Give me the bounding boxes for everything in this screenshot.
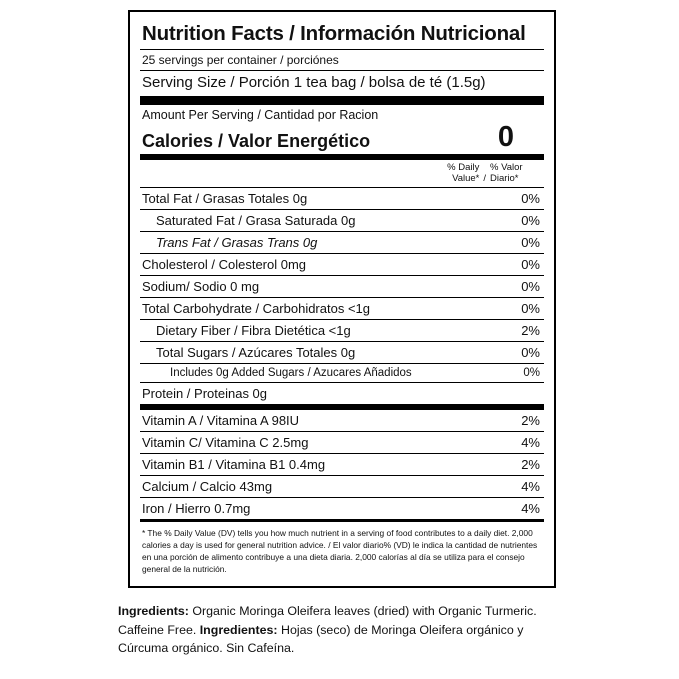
vitamins-table	[140, 410, 544, 519]
nutrient-dv: 0%	[482, 363, 544, 382]
table-row	[140, 410, 544, 432]
nutrient-name: Saturated Fat / Grasa Saturada 0g	[140, 209, 482, 231]
nutrient-name: Protein / Proteinas 0g	[140, 382, 482, 404]
nutrients-table	[140, 187, 544, 404]
nutrient-dv: 2%	[482, 453, 544, 475]
dv-header-right: % Valor Diario*	[490, 161, 523, 184]
nutrient-dv: 0%	[482, 231, 544, 253]
nutrient-dv: 0%	[482, 297, 544, 319]
nutrient-dv: 2%	[521, 412, 540, 428]
ingredients-statement	[118, 602, 570, 658]
nutrient-name: Cholesterol / Colesterol 0mg	[140, 253, 482, 275]
nutrient-dv: 4%	[482, 497, 544, 519]
table-row	[140, 319, 544, 341]
calories-label: Calories / Valor Energético	[142, 131, 371, 152]
table-row	[140, 475, 544, 497]
table-row	[140, 453, 544, 475]
nutrient-dv: 4%	[482, 431, 544, 453]
calories-row	[140, 120, 544, 154]
table-row	[140, 382, 544, 404]
nutrition-facts-panel	[128, 10, 556, 588]
table-row	[140, 275, 544, 297]
table-row	[140, 209, 544, 231]
serving-size: Serving Size / Porción 1 tea bag / bolsa de té (1.5g)	[142, 73, 486, 91]
ingredients-label-es: Ingredientes:	[196, 622, 278, 637]
nutrient-name: Total Carbohydrate / Carbohidratos <1g	[140, 297, 482, 319]
amount-per-serving: Amount Per Serving / Cantidad por Racion	[142, 107, 379, 122]
nutrient-dv: 2%	[482, 319, 544, 341]
ingredients-text-en: Organic Moringa Oleifera leaves (dried) with Organic Turmeric. Caffeine Free.	[118, 604, 537, 637]
nutrient-name: Includes 0g Added Sugars / Azucares Añadidos	[140, 363, 482, 382]
divider-thick-top	[140, 96, 544, 105]
nutrient-name: Trans Fat / Grasas Trans 0g	[140, 231, 482, 253]
table-row	[140, 231, 544, 253]
nutrient-dv: 0%	[482, 209, 544, 231]
table-row	[140, 253, 544, 275]
nutrient-dv: 0%	[482, 341, 544, 363]
nutrient-name: Vitamin A / Vitamina A 98IU	[142, 412, 300, 428]
nutrient-name: Total Fat / Grasas Totales 0g	[140, 187, 482, 209]
ingredients-text-es: Hojas (seco) de Moringa Oleifera orgánico y Cúrcuma orgánico. Sin Cafeína.	[118, 622, 524, 656]
table-row	[140, 341, 544, 363]
nutrient-dv	[482, 382, 544, 404]
nutrient-name: Sodium/ Sodio 0 mg	[140, 275, 482, 297]
nutrient-name: Total Sugars / Azúcares Totales 0g	[140, 341, 482, 363]
calories-value: 0	[497, 120, 514, 153]
dv-header-left: % Daily Value*	[447, 161, 480, 184]
table-row	[140, 497, 544, 519]
table-row	[140, 297, 544, 319]
ingredients-label-en: Ingredients:	[118, 604, 189, 618]
nutrient-dv: 0%	[482, 253, 544, 275]
nutrient-dv: 0%	[482, 275, 544, 297]
nutrient-name: Iron / Hierro 0.7mg	[140, 497, 482, 519]
servings-per-container: 25 servings per container / porciónes	[142, 52, 339, 67]
daily-value-footnote: * The % Daily Value (DV) tells you how much nutrient in a serving of food contributes to a daily diet. 2,000 calories a day is used for general nutrition advice. / El valor diario% (VD) le indica la cantidad de nutrientes en una porción de alimento contribuye a una dieta diaria. 2,000 calorías al día se utiliza para el consejo general de la nutrición.	[142, 527, 538, 575]
nutrient-dv: 0%	[482, 187, 544, 209]
nutrient-name: Vitamin B1 / Vitamina B1 0.4mg	[140, 453, 482, 475]
page-title: Nutrition Facts / Información Nutricional	[142, 22, 526, 45]
dv-header-slash: /	[483, 172, 486, 184]
table-row	[140, 363, 544, 382]
nutrient-name: Vitamin C/ Vitamina C 2.5mg	[140, 431, 482, 453]
nutrient-name: Calcium / Calcio 43mg	[140, 475, 482, 497]
nutrient-dv: 4%	[482, 475, 544, 497]
nutrient-name: Dietary Fiber / Fibra Dietética <1g	[140, 319, 482, 341]
table-row	[140, 431, 544, 453]
daily-value-header	[140, 160, 544, 187]
table-row	[140, 187, 544, 209]
